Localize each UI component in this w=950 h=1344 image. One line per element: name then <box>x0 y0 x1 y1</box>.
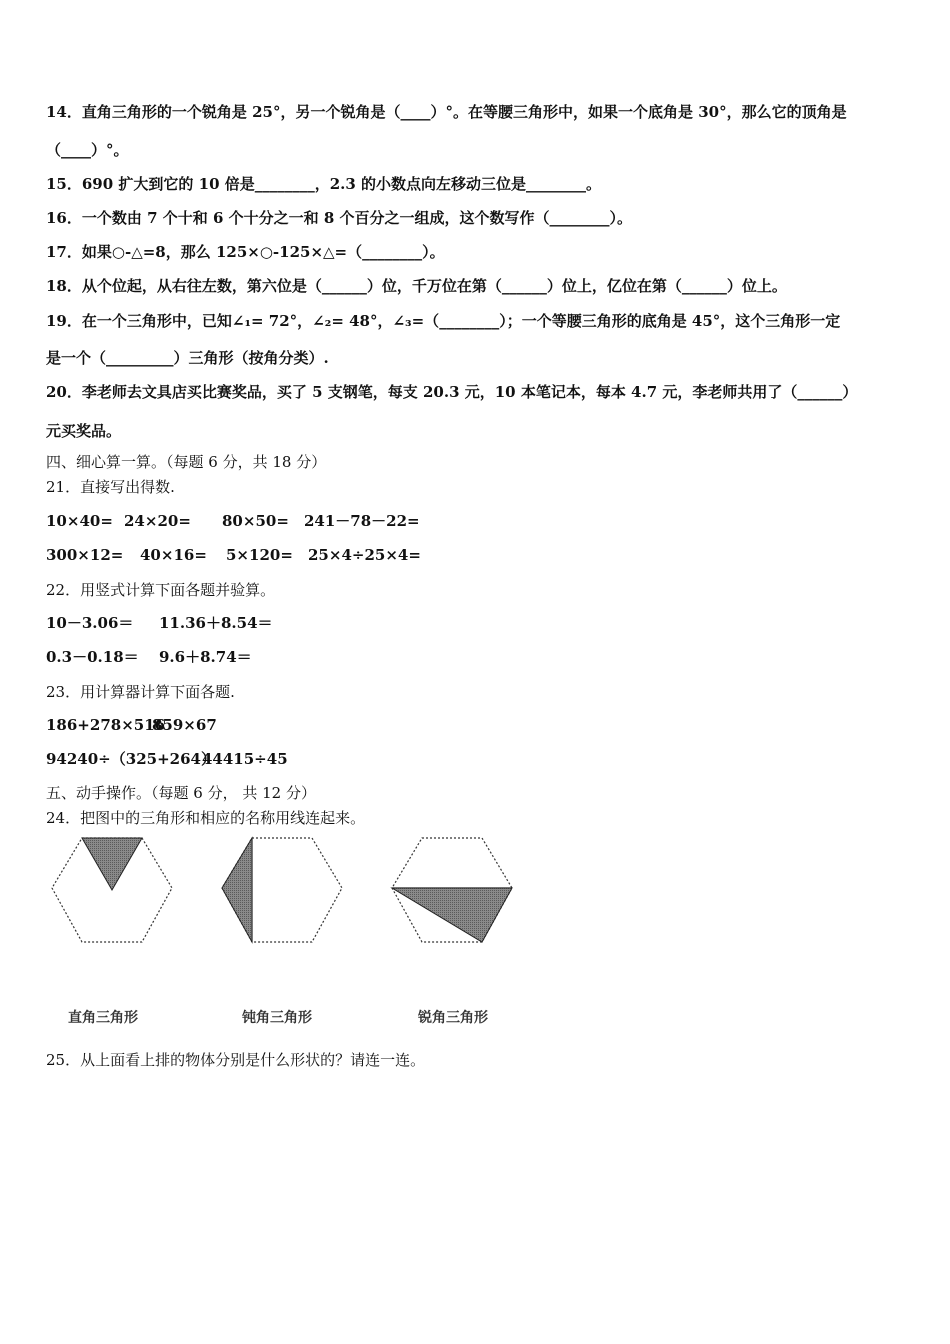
expr: 25×4÷25×4= <box>308 546 421 564</box>
q23-row-1 <box>46 715 217 735</box>
expr: 186+278×516 <box>46 716 166 734</box>
question-18: 18．从个位起，从右往左数，第六位是（______）位，千万位在第（______）位上，亿位在第（______）位上。 <box>46 277 787 295</box>
q21-row-2 <box>46 545 421 565</box>
section-5-title: 五、动手操作。（每题 6 分， 共 12 分） <box>46 784 316 802</box>
expr: 11.36＋8.54＝ <box>159 614 273 632</box>
question-24: 24．把图中的三角形和相应的名称用线连起来。 <box>46 809 366 827</box>
expr: 94240÷（325+264） <box>46 750 216 768</box>
expr: 0.3－0.18＝ <box>46 648 139 666</box>
expr: 859×67 <box>152 716 217 734</box>
question-22: 22．用竖式计算下面各题并验算。 <box>46 581 276 599</box>
question-17: 17．如果○-△=8，那么 125×○-125×△=（________）。 <box>46 243 445 261</box>
question-16: 16．一个数由 7 个十和 6 个十分之一和 8 个百分之一组成，这个数写作（________）。 <box>46 209 633 227</box>
expr: 24×20= <box>124 512 191 530</box>
expr: 44415÷45 <box>202 750 288 768</box>
label-right-triangle: 直角三角形 <box>68 1010 138 1026</box>
expr: 40×16= <box>140 546 207 564</box>
expr: 80×50= <box>222 512 289 530</box>
expr: 241－78－22= <box>304 512 420 530</box>
triangle-obtuse-shaded <box>222 838 252 942</box>
expr: 5×120= <box>226 546 293 564</box>
q22-row-2 <box>46 647 252 667</box>
hexagon-3 <box>392 838 512 942</box>
hexagon-1 <box>52 838 172 942</box>
hexagon-2 <box>222 838 342 942</box>
section-4-title: 四、细心算一算。（每题 6 分，共 18 分） <box>46 453 327 471</box>
question-25: 25．从上面看上排的物体分别是什么形状的？请连一连。 <box>46 1051 426 1069</box>
q23-row-2 <box>46 749 288 769</box>
expr: 10×40= <box>46 512 113 530</box>
hexagon-triangles-figure <box>46 830 526 1030</box>
q21-row-1 <box>46 511 420 531</box>
label-acute-triangle: 锐角三角形 <box>418 1010 488 1026</box>
expr: 9.6＋8.74＝ <box>159 648 252 666</box>
question-21: 21．直接写出得数. <box>46 478 175 496</box>
question-20-line1: 20．李老师去文具店买比赛奖品，买了 5 支钢笔，每支 20.3 元，10 本笔记本，每本 4.7 元，李老师共用了（______） <box>46 383 858 401</box>
question-19-line2: 是一个（_________）三角形（按角分类）. <box>46 349 329 367</box>
question-14-line2: （____）°。 <box>46 141 129 159</box>
question-14-line1: 14．直角三角形的一个锐角是 25°，另一个锐角是（____）°。在等腰三角形中，如果一个底角是 30°，那么它的顶角是 <box>46 103 847 121</box>
expr: 10－3.06＝ <box>46 614 134 632</box>
triangle-right-shaded <box>392 888 512 942</box>
q22-row-1 <box>46 613 273 633</box>
question-23: 23．用计算器计算下面各题. <box>46 683 235 701</box>
label-obtuse-triangle: 钝角三角形 <box>242 1010 312 1026</box>
question-19-line1: 19．在一个三角形中，已知∠₁= 72°，∠₂= 48°，∠₃=（________）；一个等腰三角形的底角是 45°，这个三角形一定 <box>46 312 841 330</box>
question-15: 15．690 扩大到它的 10 倍是________，2.3 的小数点向左移动三位是________。 <box>46 175 602 193</box>
expr: 300×12= <box>46 546 124 564</box>
question-20-line2: 元买奖品。 <box>46 422 122 440</box>
triangle-acute-shaded <box>82 838 142 890</box>
